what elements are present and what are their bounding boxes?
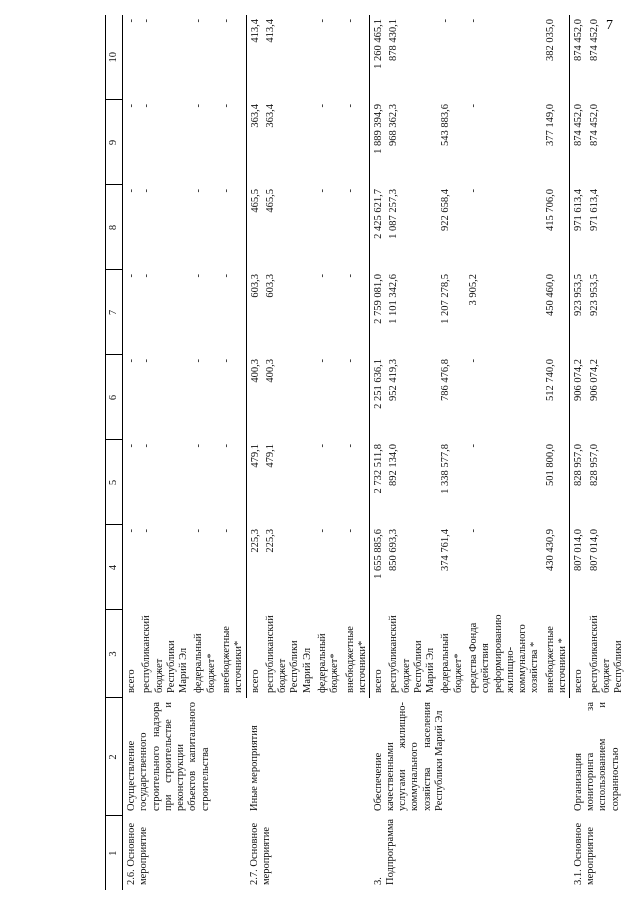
amount-cell-col4: - xyxy=(126,529,137,533)
funding-source: всего xyxy=(126,669,137,693)
amount-cell-col4: - xyxy=(316,529,328,533)
amount-cell-col6: 952 419,3 xyxy=(388,359,400,401)
row-code: 3.1. Основное мероприятие xyxy=(572,822,597,885)
amount-cell-col6: 906 074,2 xyxy=(573,359,585,401)
amount-cell-col8: 465,5 xyxy=(264,189,276,213)
amount-cell-col4: 1 655 885,6 xyxy=(373,529,385,579)
funding-source: внебюджетные источники* xyxy=(342,610,370,698)
funding-source: федеральный бюджет* xyxy=(440,633,464,693)
amount-cell-col4: 225,3 xyxy=(264,529,276,553)
amount-cell-col8: 922 658,4 xyxy=(440,189,452,231)
amount-cell-col9: 874 452,0 xyxy=(588,104,600,146)
amount-cell-col7: 1 207 278,5 xyxy=(440,274,452,324)
funding-source: республиканский бюджет Республики Марий Эл xyxy=(264,615,313,693)
funding-source: республиканский бюджет Республики xyxy=(588,615,625,693)
column-header-8: 8 xyxy=(106,185,123,270)
amount-cell-col9: - xyxy=(141,104,153,108)
amount-cell-col4: 807 014,0 xyxy=(573,529,585,571)
amount-cell-col10: - xyxy=(218,15,246,100)
amount-cell-col8: - xyxy=(468,189,480,193)
row-title: Иные мероприятия xyxy=(249,725,261,811)
column-header-4: 4 xyxy=(106,525,123,610)
amount-cell-col10: - xyxy=(141,19,153,23)
amount-cell-col5: 1 338 577,8 xyxy=(440,444,452,494)
column-header-1: 1 xyxy=(106,816,123,890)
amount-cell-col5: - xyxy=(468,444,480,448)
column-header-10: 10 xyxy=(106,15,123,100)
amount-cell-col9: - xyxy=(193,104,205,108)
amount-cell-col10: - xyxy=(468,19,480,23)
amount-cell-col5: 828 957,0 xyxy=(573,444,585,486)
amount-cell-col9: 1 889 394,9 xyxy=(373,104,385,154)
amount-cell-col6: 906 074,2 xyxy=(588,359,600,401)
amount-cell-col7: 603,3 xyxy=(264,274,276,298)
amount-cell-col9: - xyxy=(126,104,137,108)
amount-cell-col7: 450 460,0 xyxy=(542,270,570,355)
amount-cell-col10: - xyxy=(126,19,137,23)
funding-source: республиканский бюджет Республики Марий Эл xyxy=(141,615,190,693)
column-header-9: 9 xyxy=(106,100,123,185)
amount-cell-col5: 479,1 xyxy=(249,444,261,468)
amount-cell-col9: - xyxy=(218,100,246,185)
amount-cell-col4: 374 761,4 xyxy=(440,529,452,571)
amount-cell-col6: 786 476,8 xyxy=(440,359,452,401)
row-code: 2.6. Основное мероприятие xyxy=(126,822,150,885)
amount-cell-col5: - xyxy=(126,444,137,448)
amount-cell-col5: 501 800,0 xyxy=(542,440,570,525)
funding-source: федеральный бюджет* xyxy=(316,633,341,693)
amount-cell-col10: 413,4 xyxy=(249,19,261,43)
amount-cell-col8: - xyxy=(193,189,205,193)
amount-cell-col4: 430 430,9 xyxy=(542,525,570,610)
amount-cell-col9: - xyxy=(468,104,480,108)
table-row xyxy=(123,15,139,890)
amount-cell-col10: 874 452,0 xyxy=(588,19,600,61)
amount-cell-col5: 892 134,0 xyxy=(388,444,400,486)
row-title: Организация мониторинга за использованием и сохранностью xyxy=(572,702,621,811)
amount-cell-col8: 415 706,0 xyxy=(542,185,570,270)
funding-source: средства Фонда содействия реформированию жилищно-коммунального хозяйства * xyxy=(468,614,541,693)
amount-cell-col9: 543 883,6 xyxy=(440,104,452,146)
amount-cell-col6: - xyxy=(141,359,153,363)
amount-cell-col9: 363,4 xyxy=(249,104,261,128)
amount-cell-col9: 363,4 xyxy=(264,104,276,128)
amount-cell-col7: 923 953,5 xyxy=(573,274,585,316)
amount-cell-col10: - xyxy=(316,19,328,23)
amount-cell-col8: 2 425 621,7 xyxy=(373,189,385,239)
amount-cell-col7: 603,3 xyxy=(249,274,261,298)
amount-cell-col7: 2 759 081,0 xyxy=(373,274,385,324)
page-number: 7 xyxy=(606,18,613,33)
amount-cell-col8: - xyxy=(342,185,370,270)
budget-table xyxy=(105,15,625,890)
amount-cell-col8: - xyxy=(316,189,328,193)
amount-cell-col6: 400,3 xyxy=(249,359,261,383)
amount-cell-col5: - xyxy=(193,444,205,448)
amount-cell-col4: - xyxy=(193,529,205,533)
amount-cell-col5: 2 732 511,8 xyxy=(373,444,385,494)
amount-cell-col7: - xyxy=(342,270,370,355)
row-code: 3. Подпрограмма xyxy=(372,818,396,885)
amount-cell-col8: - xyxy=(218,185,246,270)
amount-cell-col5: 828 957,0 xyxy=(588,444,600,486)
row-title: Осуществление государственного строительного надзора при строительстве и реконструкции объектов капитального строительства xyxy=(126,702,211,811)
amount-cell-col7: 1 101 342,6 xyxy=(388,274,400,324)
column-header-3: 3 xyxy=(106,610,123,698)
amount-cell-col10: 413,4 xyxy=(264,19,276,43)
amount-cell-col4: - xyxy=(468,529,480,533)
table-row xyxy=(370,15,386,890)
amount-cell-col10: - xyxy=(440,19,452,23)
column-header-6: 6 xyxy=(106,355,123,440)
amount-cell-col10: 874 452,0 xyxy=(573,19,585,61)
column-header-2: 2 xyxy=(106,698,123,816)
amount-cell-col10: 1 260 465,1 xyxy=(373,19,385,69)
amount-cell-col7: - xyxy=(126,274,137,278)
amount-cell-col9: - xyxy=(316,104,328,108)
amount-cell-col9: 874 452,0 xyxy=(573,104,585,146)
funding-source: всего xyxy=(373,669,385,693)
amount-cell-col7: - xyxy=(141,274,153,278)
amount-cell-col7: - xyxy=(316,274,328,278)
funding-source: внебюджетные источники * xyxy=(542,610,570,698)
amount-cell-col10: - xyxy=(193,19,205,23)
amount-cell-col10: 878 430,1 xyxy=(388,19,400,61)
amount-cell-col6: 400,3 xyxy=(264,359,276,383)
amount-cell-col4: 225,3 xyxy=(249,529,261,553)
amount-cell-col4: - xyxy=(342,525,370,610)
column-header-5: 5 xyxy=(106,440,123,525)
amount-cell-col8: 465,5 xyxy=(249,189,261,213)
amount-cell-col9: 377 149,0 xyxy=(542,100,570,185)
amount-cell-col6: - xyxy=(342,355,370,440)
funding-source: всего xyxy=(249,669,261,693)
table-row xyxy=(246,15,262,890)
amount-cell-col8: 971 613,4 xyxy=(573,189,585,231)
row-title: Обеспечение качественными услугами жилищно-коммунального хозяйства населения Республики Марий Эл xyxy=(372,702,445,811)
amount-cell-col6: - xyxy=(468,359,480,363)
table-row xyxy=(570,15,586,890)
amount-cell-col8: 971 613,4 xyxy=(588,189,600,231)
amount-cell-col6: - xyxy=(316,359,328,363)
amount-cell-col5: - xyxy=(218,440,246,525)
amount-cell-col6: - xyxy=(193,359,205,363)
amount-cell-col7: 923 953,5 xyxy=(588,274,600,316)
amount-cell-col6: - xyxy=(126,359,137,363)
funding-source: внебюджетные источники* xyxy=(218,610,246,698)
amount-cell-col10: 382 035,0 xyxy=(542,15,570,100)
amount-cell-col5: - xyxy=(141,444,153,448)
amount-cell-col4: 807 014,0 xyxy=(588,529,600,571)
table-body xyxy=(123,15,626,890)
amount-cell-col6: 512 740,0 xyxy=(542,355,570,440)
amount-cell-col9: 968 362,3 xyxy=(388,104,400,146)
amount-cell-col5: - xyxy=(342,440,370,525)
amount-cell-col9: - xyxy=(342,100,370,185)
amount-cell-col6: - xyxy=(218,355,246,440)
column-header-7: 7 xyxy=(106,270,123,355)
amount-cell-col7: - xyxy=(193,274,205,278)
amount-cell-col7: - xyxy=(218,270,246,355)
amount-cell-col4: - xyxy=(218,525,246,610)
amount-cell-col4: - xyxy=(141,529,153,533)
amount-cell-col5: 479,1 xyxy=(264,444,276,468)
amount-cell-col10: - xyxy=(342,15,370,100)
amount-cell-col6: 2 251 636,1 xyxy=(373,359,385,409)
funding-source: всего xyxy=(573,669,585,693)
header-row xyxy=(106,15,123,890)
amount-cell-col8: - xyxy=(141,189,153,193)
amount-cell-col4: 850 693,3 xyxy=(388,529,400,571)
amount-cell-col8: 1 087 257,3 xyxy=(388,189,400,239)
funding-source: федеральный бюджет* xyxy=(193,633,217,693)
table-header xyxy=(106,15,123,890)
amount-cell-col7: 3 905,2 xyxy=(468,274,480,306)
amount-cell-col8: - xyxy=(126,189,137,193)
funding-source: республиканский бюджет Республики Марий Эл xyxy=(388,615,437,693)
row-code: 2.7. Основное мероприятие xyxy=(249,822,273,885)
rotated-page-content xyxy=(105,15,625,890)
amount-cell-col5: - xyxy=(316,444,328,448)
